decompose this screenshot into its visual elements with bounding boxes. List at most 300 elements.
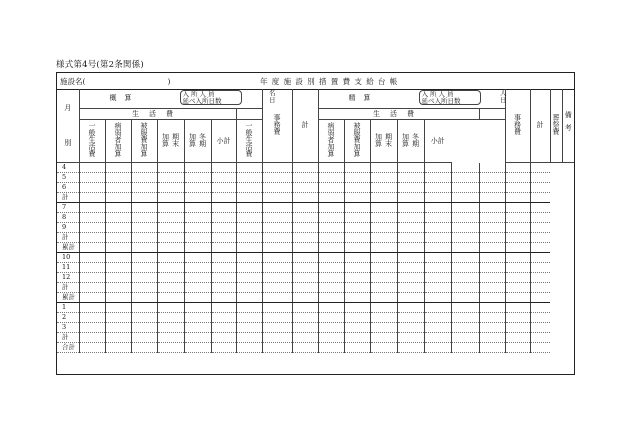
ledger-cell[interactable] (344, 333, 370, 343)
ledger-cell[interactable] (370, 183, 397, 193)
ledger-cell[interactable] (505, 253, 530, 263)
ledger-cell[interactable] (211, 343, 236, 353)
ledger-cell[interactable] (262, 193, 292, 203)
ledger-cell[interactable] (105, 223, 131, 233)
ledger-cell[interactable] (505, 243, 530, 253)
ledger-cell[interactable] (105, 233, 131, 243)
ledger-cell[interactable] (370, 223, 397, 233)
ledger-cell[interactable] (262, 333, 292, 343)
ledger-cell[interactable] (318, 243, 344, 253)
ledger-cell[interactable] (479, 273, 505, 283)
ledger-cell[interactable] (370, 193, 397, 203)
ledger-cell[interactable] (184, 273, 211, 283)
ledger-cell[interactable] (479, 173, 505, 183)
ledger-cell[interactable] (318, 283, 344, 293)
ledger-cell[interactable] (236, 223, 262, 233)
ledger-cell[interactable] (184, 323, 211, 333)
ledger-cell[interactable] (318, 163, 344, 173)
ledger-cell[interactable] (211, 203, 236, 213)
ledger-cell[interactable] (211, 213, 236, 223)
ledger-cell[interactable] (105, 273, 131, 283)
ledger-cell[interactable] (370, 203, 397, 213)
ledger-cell[interactable] (424, 233, 451, 243)
ledger-cell[interactable] (131, 313, 157, 323)
ledger-cell[interactable] (105, 263, 131, 273)
ledger-cell[interactable] (344, 323, 370, 333)
ledger-cell[interactable] (262, 233, 292, 243)
ledger-cell[interactable] (157, 163, 184, 173)
ledger-cell[interactable] (131, 303, 157, 313)
ledger-cell[interactable] (370, 253, 397, 263)
ledger-cell[interactable] (397, 263, 424, 273)
ledger-cell[interactable] (424, 283, 451, 293)
ledger-cell[interactable] (370, 213, 397, 223)
ledger-cell[interactable] (262, 293, 292, 303)
ledger-cell[interactable] (131, 183, 157, 193)
ledger-cell[interactable] (292, 333, 318, 343)
ledger-cell[interactable] (184, 333, 211, 343)
ledger-cell[interactable] (262, 273, 292, 283)
ledger-cell[interactable] (211, 253, 236, 263)
ledger-cell[interactable] (479, 323, 505, 333)
ledger-cell[interactable] (236, 183, 262, 193)
ledger-cell[interactable] (505, 343, 530, 353)
ledger-cell[interactable] (131, 163, 157, 173)
ledger-cell[interactable] (211, 263, 236, 273)
ledger-cell[interactable] (131, 333, 157, 343)
ledger-cell[interactable] (424, 213, 451, 223)
ledger-cell[interactable] (530, 173, 550, 183)
ledger-cell[interactable] (318, 223, 344, 233)
ledger-cell[interactable] (451, 173, 479, 183)
ledger-cell[interactable] (184, 213, 211, 223)
ledger-cell[interactable] (131, 193, 157, 203)
ledger-cell[interactable] (397, 213, 424, 223)
ledger-cell[interactable] (157, 193, 184, 203)
ledger-cell[interactable] (262, 253, 292, 263)
ledger-cell[interactable] (211, 303, 236, 313)
ledger-cell[interactable] (79, 283, 105, 293)
ledger-cell[interactable] (344, 313, 370, 323)
ledger-cell[interactable] (184, 253, 211, 263)
ledger-cell[interactable] (292, 213, 318, 223)
ledger-cell[interactable] (79, 183, 105, 193)
ledger-cell[interactable] (479, 183, 505, 193)
ledger-cell[interactable] (157, 173, 184, 183)
ledger-cell[interactable] (344, 243, 370, 253)
ledger-cell[interactable] (105, 343, 131, 353)
ledger-cell[interactable] (505, 263, 530, 273)
ledger-cell[interactable] (292, 163, 318, 173)
ledger-cell[interactable] (157, 203, 184, 213)
ledger-cell[interactable] (236, 243, 262, 253)
ledger-cell[interactable] (262, 263, 292, 273)
ledger-cell[interactable] (530, 213, 550, 223)
ledger-cell[interactable] (105, 213, 131, 223)
ledger-cell[interactable] (424, 173, 451, 183)
ledger-cell[interactable] (530, 183, 550, 193)
ledger-cell[interactable] (344, 303, 370, 313)
ledger-cell[interactable] (318, 313, 344, 323)
ledger-cell[interactable] (370, 283, 397, 293)
ledger-cell[interactable] (262, 173, 292, 183)
ledger-cell[interactable] (157, 293, 184, 303)
ledger-cell[interactable] (451, 343, 479, 353)
ledger-cell[interactable] (370, 163, 397, 173)
ledger-cell[interactable] (424, 293, 451, 303)
ledger-cell[interactable] (131, 323, 157, 333)
ledger-cell[interactable] (397, 223, 424, 233)
ledger-cell[interactable] (131, 343, 157, 353)
ledger-cell[interactable] (184, 343, 211, 353)
ledger-cell[interactable] (184, 183, 211, 193)
ledger-cell[interactable] (451, 233, 479, 243)
ledger-cell[interactable] (79, 223, 105, 233)
ledger-cell[interactable] (397, 313, 424, 323)
ledger-cell[interactable] (424, 303, 451, 313)
ledger-cell[interactable] (344, 163, 370, 173)
ledger-cell[interactable] (131, 273, 157, 283)
ledger-cell[interactable] (505, 273, 530, 283)
ledger-cell[interactable] (397, 203, 424, 213)
ledger-cell[interactable] (344, 223, 370, 233)
ledger-cell[interactable] (505, 293, 530, 303)
ledger-cell[interactable] (505, 333, 530, 343)
ledger-cell[interactable] (344, 253, 370, 263)
ledger-cell[interactable] (105, 253, 131, 263)
ledger-cell[interactable] (236, 283, 262, 293)
ledger-cell[interactable] (262, 163, 292, 173)
ledger-cell[interactable] (262, 243, 292, 253)
ledger-cell[interactable] (424, 333, 451, 343)
ledger-cell[interactable] (184, 223, 211, 233)
ledger-cell[interactable] (370, 303, 397, 313)
ledger-cell[interactable] (79, 343, 105, 353)
ledger-cell[interactable] (344, 293, 370, 303)
ledger-cell[interactable] (262, 203, 292, 213)
ledger-cell[interactable] (397, 253, 424, 263)
ledger-cell[interactable] (79, 253, 105, 263)
ledger-cell[interactable] (530, 283, 550, 293)
ledger-cell[interactable] (184, 243, 211, 253)
ledger-cell[interactable] (370, 243, 397, 253)
ledger-cell[interactable] (530, 263, 550, 273)
ledger-cell[interactable] (479, 293, 505, 303)
ledger-cell[interactable] (105, 183, 131, 193)
ledger-cell[interactable] (397, 193, 424, 203)
ledger-cell[interactable] (505, 313, 530, 323)
ledger-cell[interactable] (451, 333, 479, 343)
ledger-cell[interactable] (318, 263, 344, 273)
ledger-cell[interactable] (424, 313, 451, 323)
ledger-cell[interactable] (451, 313, 479, 323)
ledger-cell[interactable] (184, 313, 211, 323)
ledger-cell[interactable] (79, 323, 105, 333)
ledger-cell[interactable] (131, 223, 157, 233)
facility-field[interactable] (60, 76, 170, 87)
ledger-cell[interactable] (505, 163, 530, 173)
ledger-cell[interactable] (157, 343, 184, 353)
ledger-cell[interactable] (318, 293, 344, 303)
ledger-cell[interactable] (397, 303, 424, 313)
ledger-cell[interactable] (211, 183, 236, 193)
ledger-cell[interactable] (157, 333, 184, 343)
ledger-cell[interactable] (318, 303, 344, 313)
ledger-cell[interactable] (397, 233, 424, 243)
ledger-cell[interactable] (424, 273, 451, 283)
ledger-cell[interactable] (530, 303, 550, 313)
ledger-cell[interactable] (370, 293, 397, 303)
ledger-cell[interactable] (530, 243, 550, 253)
ledger-cell[interactable] (451, 253, 479, 263)
ledger-cell[interactable] (397, 173, 424, 183)
ledger-cell[interactable] (451, 283, 479, 293)
ledger-cell[interactable] (236, 303, 262, 313)
ledger-cell[interactable] (424, 263, 451, 273)
ledger-cell[interactable] (157, 243, 184, 253)
ledger-cell[interactable] (451, 213, 479, 223)
ledger-cell[interactable] (397, 283, 424, 293)
ledger-cell[interactable] (262, 283, 292, 293)
ledger-cell[interactable] (236, 213, 262, 223)
ledger-cell[interactable] (530, 293, 550, 303)
ledger-cell[interactable] (105, 173, 131, 183)
ledger-cell[interactable] (292, 293, 318, 303)
ledger-cell[interactable] (131, 283, 157, 293)
ledger-cell[interactable] (318, 333, 344, 343)
ledger-cell[interactable] (236, 253, 262, 263)
ledger-cell[interactable] (292, 203, 318, 213)
ledger-cell[interactable] (292, 303, 318, 313)
ledger-cell[interactable] (370, 233, 397, 243)
ledger-cell[interactable] (479, 313, 505, 323)
ledger-cell[interactable] (79, 333, 105, 343)
ledger-cell[interactable] (157, 313, 184, 323)
ledger-cell[interactable] (105, 303, 131, 313)
ledger-cell[interactable] (79, 193, 105, 203)
ledger-cell[interactable] (451, 183, 479, 193)
ledger-cell[interactable] (157, 233, 184, 243)
ledger-cell[interactable] (236, 293, 262, 303)
ledger-cell[interactable] (157, 283, 184, 293)
ledger-cell[interactable] (479, 343, 505, 353)
ledger-cell[interactable] (79, 163, 105, 173)
ledger-cell[interactable] (505, 323, 530, 333)
ledger-cell[interactable] (370, 313, 397, 323)
ledger-cell[interactable] (184, 173, 211, 183)
ledger-cell[interactable] (344, 183, 370, 193)
ledger-cell[interactable] (292, 233, 318, 243)
ledger-cell[interactable] (424, 253, 451, 263)
ledger-cell[interactable] (292, 253, 318, 263)
ledger-cell[interactable] (211, 173, 236, 183)
ledger-cell[interactable] (157, 253, 184, 263)
ledger-cell[interactable] (211, 293, 236, 303)
ledger-cell[interactable] (292, 313, 318, 323)
ledger-cell[interactable] (292, 193, 318, 203)
ledger-cell[interactable] (131, 263, 157, 273)
ledger-cell[interactable] (211, 243, 236, 253)
ledger-cell[interactable] (424, 203, 451, 213)
ledger-cell[interactable] (530, 193, 550, 203)
ledger-cell[interactable] (184, 193, 211, 203)
ledger-cell[interactable] (479, 243, 505, 253)
ledger-cell[interactable] (79, 233, 105, 243)
ledger-cell[interactable] (318, 193, 344, 203)
ledger-cell[interactable] (451, 323, 479, 333)
ledger-cell[interactable] (479, 223, 505, 233)
ledger-cell[interactable] (424, 193, 451, 203)
ledger-cell[interactable] (79, 263, 105, 273)
ledger-cell[interactable] (79, 293, 105, 303)
ledger-cell[interactable] (79, 243, 105, 253)
ledger-cell[interactable] (397, 333, 424, 343)
ledger-cell[interactable] (236, 173, 262, 183)
ledger-cell[interactable] (292, 283, 318, 293)
ledger-cell[interactable] (344, 343, 370, 353)
ledger-cell[interactable] (397, 293, 424, 303)
ledger-cell[interactable] (530, 313, 550, 323)
ledger-cell[interactable] (262, 223, 292, 233)
ledger-cell[interactable] (370, 323, 397, 333)
ledger-cell[interactable] (211, 233, 236, 243)
ledger-cell[interactable] (262, 303, 292, 313)
ledger-cell[interactable] (505, 193, 530, 203)
ledger-cell[interactable] (157, 183, 184, 193)
ledger-cell[interactable] (370, 333, 397, 343)
ledger-cell[interactable] (105, 283, 131, 293)
ledger-cell[interactable] (318, 183, 344, 193)
ledger-cell[interactable] (79, 313, 105, 323)
ledger-cell[interactable] (236, 263, 262, 273)
ledger-cell[interactable] (262, 323, 292, 333)
ledger-cell[interactable] (451, 203, 479, 213)
ledger-cell[interactable] (211, 323, 236, 333)
ledger-cell[interactable] (157, 273, 184, 283)
ledger-cell[interactable] (105, 203, 131, 213)
ledger-cell[interactable] (397, 273, 424, 283)
ledger-cell[interactable] (530, 233, 550, 243)
ledger-cell[interactable] (184, 293, 211, 303)
ledger-cell[interactable] (505, 203, 530, 213)
ledger-cell[interactable] (236, 343, 262, 353)
ledger-cell[interactable] (451, 223, 479, 233)
ledger-cell[interactable] (157, 263, 184, 273)
ledger-cell[interactable] (530, 323, 550, 333)
ledger-cell[interactable] (236, 273, 262, 283)
ledger-cell[interactable] (505, 173, 530, 183)
ledger-cell[interactable] (184, 203, 211, 213)
ledger-cell[interactable] (131, 173, 157, 183)
ledger-cell[interactable] (211, 223, 236, 233)
ledger-cell[interactable] (79, 173, 105, 183)
ledger-cell[interactable] (292, 183, 318, 193)
ledger-cell[interactable] (424, 323, 451, 333)
ledger-cell[interactable] (236, 203, 262, 213)
ledger-cell[interactable] (424, 243, 451, 253)
ledger-cell[interactable] (236, 163, 262, 173)
ledger-cell[interactable] (157, 213, 184, 223)
ledger-cell[interactable] (131, 293, 157, 303)
ledger-cell[interactable] (397, 323, 424, 333)
ledger-cell[interactable] (479, 333, 505, 343)
ledger-cell[interactable] (424, 163, 451, 173)
ledger-cell[interactable] (505, 303, 530, 313)
ledger-cell[interactable] (211, 273, 236, 283)
ledger-cell[interactable] (318, 253, 344, 263)
ledger-cell[interactable] (451, 293, 479, 303)
ledger-cell[interactable] (479, 203, 505, 213)
ledger-cell[interactable] (344, 273, 370, 283)
ledger-cell[interactable] (292, 323, 318, 333)
ledger-cell[interactable] (530, 203, 550, 213)
ledger-cell[interactable] (184, 163, 211, 173)
ledger-cell[interactable] (530, 333, 550, 343)
ledger-cell[interactable] (236, 323, 262, 333)
ledger-cell[interactable] (105, 293, 131, 303)
ledger-cell[interactable] (424, 183, 451, 193)
ledger-cell[interactable] (397, 243, 424, 253)
ledger-cell[interactable] (424, 343, 451, 353)
ledger-cell[interactable] (236, 193, 262, 203)
ledger-cell[interactable] (344, 203, 370, 213)
ledger-cell[interactable] (479, 253, 505, 263)
ledger-cell[interactable] (318, 233, 344, 243)
ledger-cell[interactable] (344, 173, 370, 183)
ledger-cell[interactable] (479, 163, 505, 173)
ledger-cell[interactable] (424, 223, 451, 233)
ledger-cell[interactable] (184, 233, 211, 243)
ledger-cell[interactable] (318, 343, 344, 353)
ledger-cell[interactable] (530, 273, 550, 283)
ledger-cell[interactable] (131, 243, 157, 253)
ledger-cell[interactable] (505, 223, 530, 233)
ledger-cell[interactable] (157, 323, 184, 333)
ledger-cell[interactable] (105, 193, 131, 203)
ledger-cell[interactable] (105, 243, 131, 253)
ledger-cell[interactable] (131, 253, 157, 263)
ledger-cell[interactable] (318, 173, 344, 183)
ledger-cell[interactable] (292, 223, 318, 233)
ledger-cell[interactable] (530, 253, 550, 263)
ledger-cell[interactable] (184, 283, 211, 293)
ledger-cell[interactable] (479, 263, 505, 273)
ledger-cell[interactable] (451, 163, 479, 173)
ledger-cell[interactable] (105, 163, 131, 173)
ledger-cell[interactable] (262, 213, 292, 223)
ledger-cell[interactable] (262, 313, 292, 323)
ledger-cell[interactable] (211, 333, 236, 343)
ledger-cell[interactable] (344, 233, 370, 243)
ledger-cell[interactable] (211, 313, 236, 323)
ledger-cell[interactable] (530, 223, 550, 233)
ledger-cell[interactable] (479, 213, 505, 223)
ledger-cell[interactable] (184, 303, 211, 313)
ledger-cell[interactable] (211, 193, 236, 203)
ledger-cell[interactable] (370, 273, 397, 283)
ledger-cell[interactable] (397, 343, 424, 353)
ledger-cell[interactable] (236, 233, 262, 243)
ledger-cell[interactable] (211, 163, 236, 173)
ledger-cell[interactable] (131, 203, 157, 213)
ledger-cell[interactable] (344, 263, 370, 273)
ledger-cell[interactable] (292, 173, 318, 183)
ledger-cell[interactable] (479, 233, 505, 243)
ledger-cell[interactable] (79, 213, 105, 223)
ledger-cell[interactable] (505, 213, 530, 223)
ledger-cell[interactable] (105, 313, 131, 323)
ledger-cell[interactable] (370, 173, 397, 183)
